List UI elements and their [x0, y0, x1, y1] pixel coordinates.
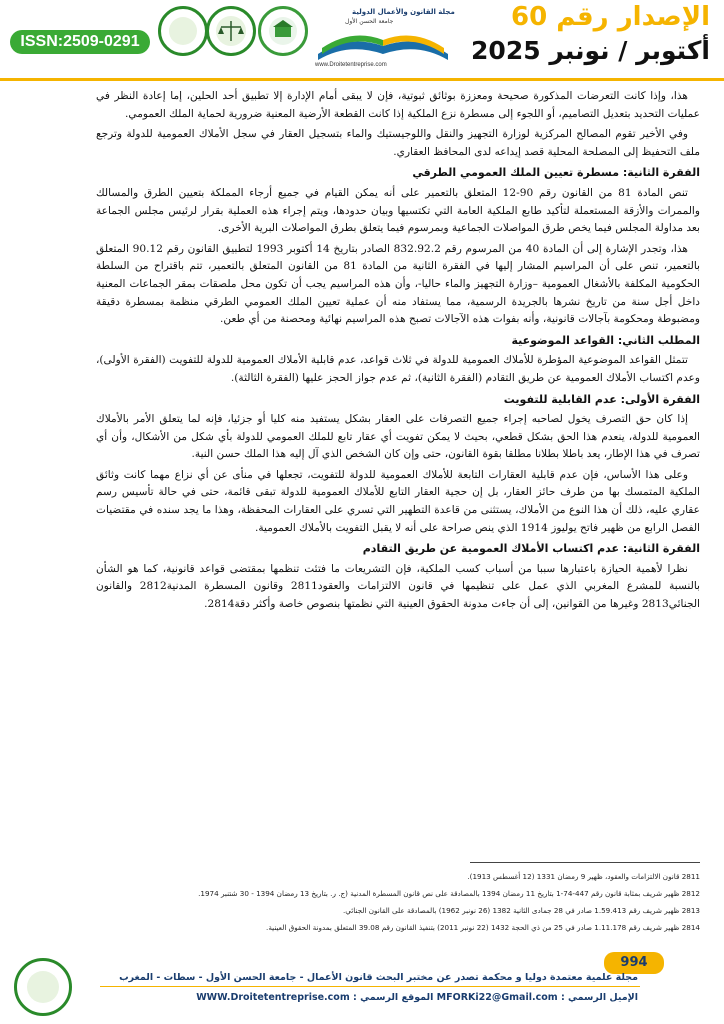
section-heading: الفقرة الأولى: عدم القابلية للتفويت: [503, 392, 700, 406]
section-heading: المطلب الثاني: القواعد الموضوعية: [511, 333, 700, 347]
footnote: 2811 قانون الالتزامات والعقود، ظهير 9 رمضان 1331 (12 أغسطس 1913).: [467, 872, 700, 881]
footer-divider: [100, 986, 640, 987]
footnote-divider: [470, 862, 700, 863]
paragraph: وعلى هذا الأساس، فإن عدم قابلية العقارات التابعة للأملاك العمومية للدولة للتفويت، تجعلها في منأى عن أي نزاع مهما كانت وثائق الملكية المتمسك بها من طرف حائز العقار، بل إن حجية العقار التابع للأملاك العمومية للدولة تبقى قائمة، حتى في حالة تأسيس رسم عقاري عليه، ذلك أن هذا النوع من الأملاك، يستثنى من قاعدة التطهير التي تسري على العقارات المحفظة، وهذا ما يجد سنده في مقتضيات الفصل الرابع من ظهير فاتح يوليوز 1914 الذي ينص صراحة على أنه لا يقبل التفويت بالأملاك العمومية.: [96, 468, 700, 534]
page-header: [0, 0, 724, 82]
footer-journal-line: مجلة علمية معتمدة دوليا و محكمة تصدر عن مختبر البحث قانون الأعمال - جامعة الحسن الأول - سطات - المغرب: [119, 972, 638, 983]
paragraph: تنص المادة 81 من القانون رقم 90-12 المتعلق بالتعمير على أنه يمكن القيام في جميع أرجاء المملكة بتعيين الطرق والمسالك والممرات والأزقة المستعملة لتأكيد طابع الملكية العامة التي تكتسيها وبيان حدودها، ويتم إجراء هذه العملية بقرار لرئيس مجلس الجماعة بعد مداولة المجلس فيما يخص طرق المواصلات الجماعية وبمرسوم فيما يتعلق بطرق المواصلات البرية الأخرى.: [96, 186, 700, 235]
footnote: 2813 ظهير شريف رقم 1.59.413 صادر في 28 جمادى الثانية 1382 (26 نونبر 1962) بالمصادقة على القانون الجنائي.: [343, 906, 700, 915]
section-heading: الفقرة الثانية: مسطرة تعيين الملك العمومي الطرقي: [412, 166, 700, 180]
paragraph: إذا كان حق التصرف يخول لصاحبه إجراء جميع التصرفات على العقار بشكل يستفيد منه كليا أو جزئيا، فإنه لما يتعلق الأمر بالأملاك العمومية للدولة، ينعدم هذا الحق بشكل قطعي، بحيث لا يمكن تفويت أي عقار تابع للملك العمومي للدولة بأي شكل من الأشكال، وأن أي تصرف في هذا الإطار، يعد باطلا بطلانا مطلقا بقوة القانون، حتى وإن كان الشخص الذي آل إليه هذا الملك حسن النية.: [96, 413, 700, 461]
footer-logo: [14, 958, 72, 1016]
section-heading: الفقرة الثانية: عدم اكتساب الأملاك العمومية عن طريق التقادم: [362, 542, 700, 556]
journal-title: مجلة القانون والأعمال الدولية: [352, 8, 455, 16]
article-body: [96, 88, 700, 617]
paragraph: هذا، وإذا كانت التعرضات المذكورة صحيحة ومعززة بوثائق ثبوتية، فإن لا يبقى أمام الإدارة إلا تطبيق أحد الحلين، إما إعادة النظر في عمليات التحديد بتعديل التصاميم، أو اللجوء إلى مسطرة نزع الملكية إذا كانت القطعة الأرضية المعنية ضرورية لحماية الملك العمومي.: [96, 90, 700, 120]
paragraph: وفي الأخير تقوم المصالح المركزية لوزارة التجهيز والنقل واللوجيستيك والماء بتسجيل العقار في سجل الأملاك العمومية للدولة وترجع ملف التحفيظ إلى المصلحة المحلية قصد إيداعه لدى المحافظ العقاري.: [96, 128, 700, 158]
page-number: 994: [604, 952, 664, 974]
footnotes: [96, 868, 700, 936]
footer-contact-line: الإميل الرسمي : MFORKi22@Gmail.com الموقع الرسمي : WWW.Droitetentreprise.com: [196, 992, 638, 1003]
issue-number: الإصدار رقم 60: [511, 2, 710, 32]
paragraph: نظرا لأهمية الحيازة باعتبارها سببا من أسباب كسب الملكية، فإن التشريعات ما فتئت تنظمها بمقتضى قواعد قانونية، كما هو الشأن بالنسبة للمشرع المغربي الذي عمل على تنظيمها في قانون الالتزامات والعقود2811 وقانون المسطرة المدنية2812 والقانون الجنائي2813 وغيرها من القوانين، إلى أن جاءت مدونة الحقوق العينية التي نظمتها بنصوص خاصة وأكثر دقة2814.: [96, 562, 700, 611]
paragraph: تتمثل القواعد الموضوعية المؤطرة للأملاك العمومية للدولة في ثلاث قواعد، عدم قابلية الأملاك العمومية للدولة للتفويت (الفقرة الأولى)، وعدم اكتساب الأملاك العمومية عن طريق التقادم (الفقرة الثانية)، ثم عدم جواز الحجز عليها (الفقرة الثالثة).: [96, 354, 700, 384]
header-website: www.Droitetentreprise.com: [315, 62, 387, 68]
journal-seal-logo: [258, 6, 308, 56]
header-divider: [0, 78, 724, 81]
scale-logo: [206, 6, 256, 56]
issn-badge: ISSN:2509-0291: [10, 30, 150, 54]
footnote: 2812 ظهير شريف بمثابة قانون رقم 447-74-1 بتاريخ 11 رمضان 1394 بالمصادقة على نص قانون المسطرة المدنية (ج. ر. بتاريخ 13 رمضان 1394 - 30 شتنبر 1974.: [198, 889, 700, 898]
issue-date: أكتوبر / نونبر 2025: [471, 36, 710, 65]
university-name: جامعة الحسن الأول: [345, 18, 394, 25]
paragraph: هذا، وتجدر الإشارة إلى أن المادة 40 من المرسوم رقم 832.92.2 الصادر بتاريخ 14 أكتوبر 1993 لتطبيق القانون رقم 90.12 المتعلق بالتعمير، تنص على أن المراسيم المشار إليها في الفقرة الثانية من المادة 81 من القانون المتعلق بالتعمير، تتم باقتراح من السلطة الحكومية المكلفة بالأشغال العمومية –وزارة التجهيز والماء حاليا-، وأن هذه المراسيم يجب أن تكون محل ملصقات بمقر الجماعات المعنية داخل أجل سنة من تاريخ نشرها بالجريدة الرسمية، مما يستفاد منه أن عملية تعيين الملك العمومي الطرقي منظمة بمسطرة دقيقة ومضبوطة ومحكومة بآجالات قانونية، وأنه بفوات هذه الآجالات تصبح هذه المراسيم نهائية ومحصنة من أي طعن.: [96, 242, 700, 326]
footnote: 2814 ظهير شريف رقم 1.11.178 صادر في 25 من ذي الحجة 1432 (22 نونبر 2011) بتنفيذ القانون رقم 39.08 المتعلق بمدونة الحقوق العينية.: [266, 923, 700, 932]
lab-logo: [158, 6, 208, 56]
